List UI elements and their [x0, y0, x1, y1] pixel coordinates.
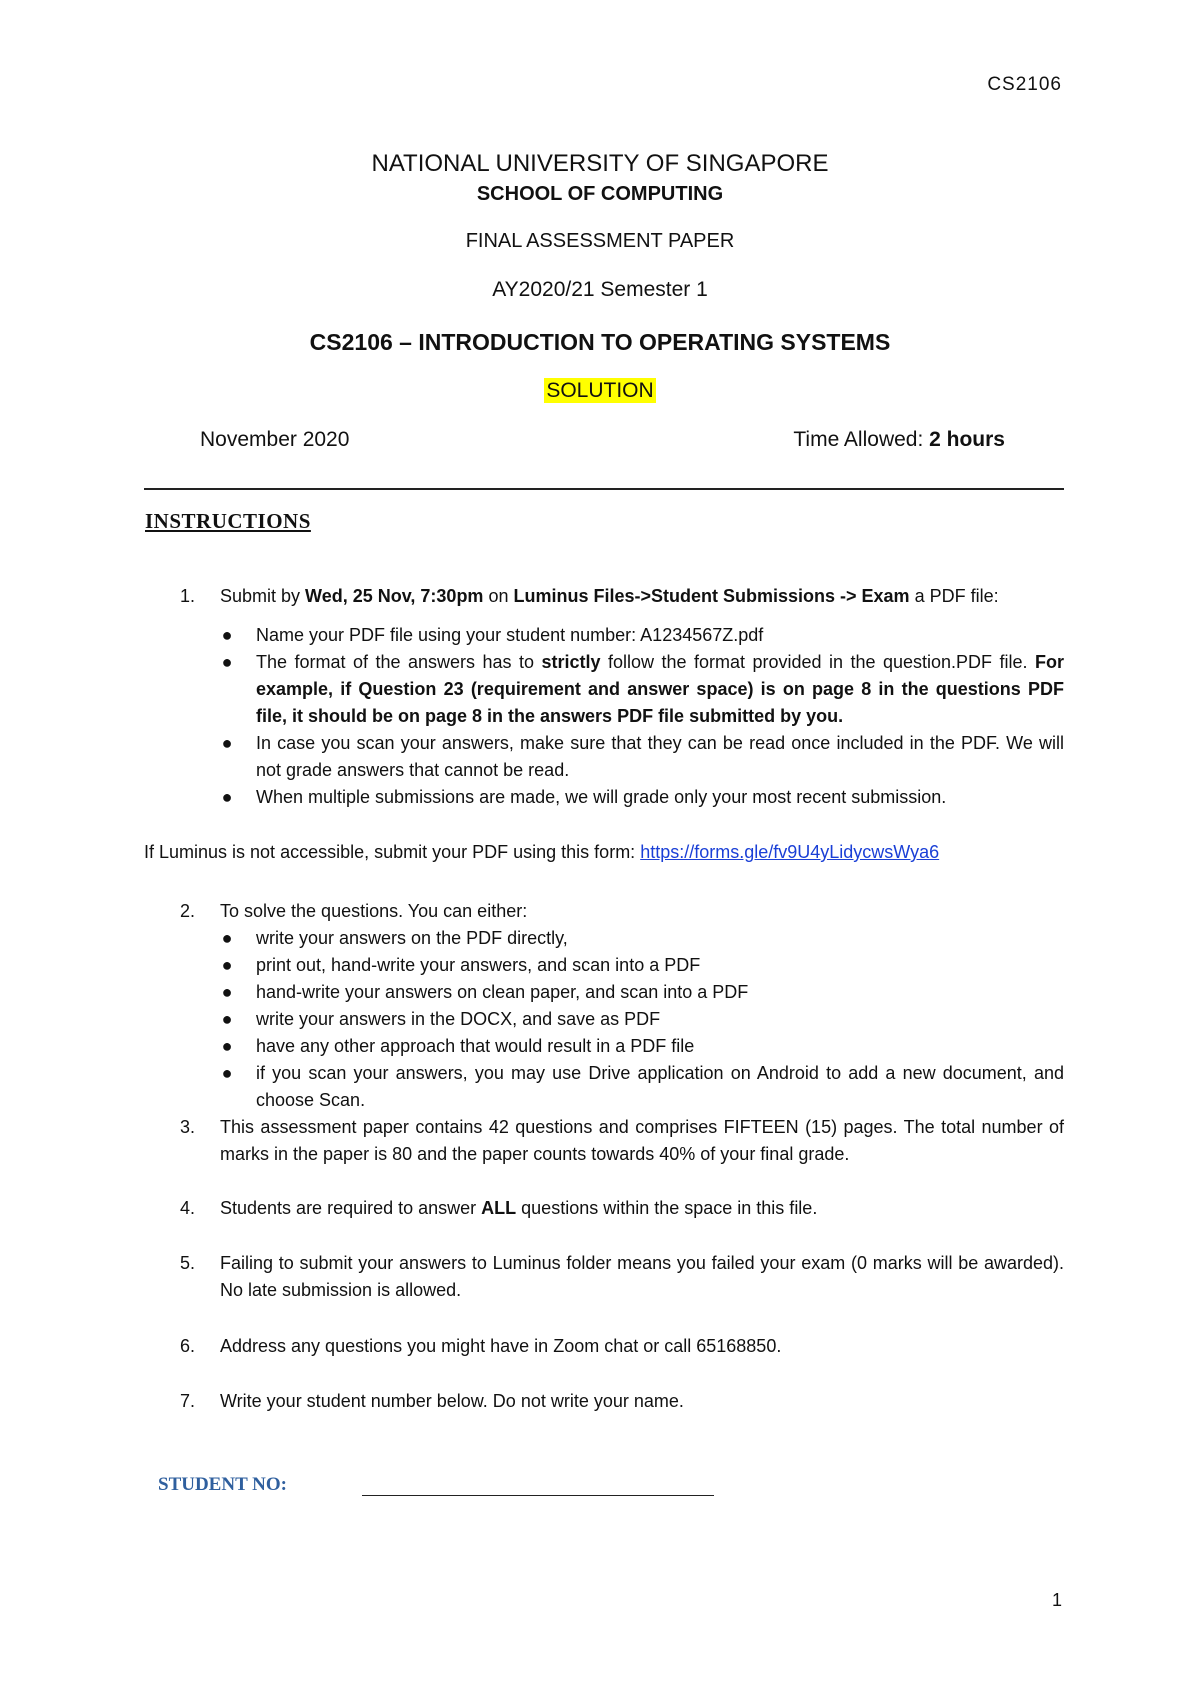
deadline: Wed, 25 Nov, 7:30pm: [305, 586, 484, 606]
time-value: 2 hours: [929, 428, 1005, 451]
bullet-text: In case you scan your answers, make sure that they can be read once included in the PDF. We will not grade answers that cannot be read.: [256, 733, 1064, 780]
bullet-icon: ●: [221, 955, 233, 975]
bullet-icon: ●: [221, 1036, 233, 1056]
header-course-code: CS2106: [987, 74, 1062, 95]
item-number: 4.: [180, 1198, 196, 1218]
submission-path: Luminus Files->Student Submissions -> Exam: [513, 586, 910, 606]
bullet-text: When multiple submissions are made, we will grade only your most recent submission.: [256, 787, 947, 807]
bullet-icon: ●: [221, 1009, 233, 1029]
item-2-bullet-list: [220, 925, 1064, 1114]
bullet-emphasis: strictly: [541, 652, 601, 672]
item-text: Submit by: [220, 586, 306, 606]
list-item: [220, 952, 1064, 979]
list-item: [220, 1033, 1064, 1060]
list-item: [220, 979, 1064, 1006]
form-link[interactable]: https://forms.gle/fv9U4yLidycwsWya6: [640, 842, 940, 862]
item-number: 6.: [180, 1336, 196, 1356]
list-item: [220, 1060, 1064, 1114]
page-number: 1: [1051, 1590, 1062, 1610]
instructions-heading: INSTRUCTIONS: [145, 509, 311, 533]
item-number: 2.: [180, 901, 196, 921]
instruction-item-7: [144, 1388, 1064, 1415]
list-item: [220, 1006, 1064, 1033]
bullet-icon: ●: [221, 928, 233, 948]
solution-label: SOLUTION: [546, 379, 654, 402]
student-number-field[interactable]: [362, 1495, 714, 1496]
university-name: NATIONAL UNIVERSITY OF SINGAPORE: [371, 150, 829, 177]
school-name: SCHOOL OF COMPUTING: [476, 183, 724, 205]
item-text: Students are required to answer: [220, 1198, 482, 1218]
item-text: To solve the questions. You can either:: [220, 901, 528, 921]
item-1-bullet-list: [220, 622, 1064, 811]
item-text: questions within the space in this file.: [516, 1198, 818, 1218]
luminus-fallback-note: [144, 839, 939, 866]
list-item: [220, 730, 1064, 784]
bullet-text: print out, hand-write your answers, and scan into a PDF: [256, 955, 701, 975]
item-text: Write your student number below. Do not write your name.: [220, 1391, 684, 1411]
bullet-text: Name your PDF file using your student number: A1234567Z.pdf: [256, 625, 764, 645]
list-item: [220, 622, 1064, 649]
header-divider: [144, 488, 1064, 490]
time-allowed: [793, 428, 1005, 452]
bullet-icon: ●: [221, 982, 233, 1002]
course-title: CS2106 – INTRODUCTION TO OPERATING SYSTEMS: [309, 329, 891, 355]
instruction-item-1: [144, 583, 1064, 610]
list-item: [220, 925, 1064, 952]
time-label: Time Allowed:: [793, 428, 930, 451]
list-item: [220, 784, 1064, 811]
bullet-text: hand-write your answers on clean paper, and scan into a PDF: [256, 982, 749, 1002]
instruction-item-2: [144, 898, 1064, 925]
bullet-icon: ●: [221, 652, 233, 672]
item-number: 5.: [180, 1253, 196, 1273]
bullet-icon: ●: [221, 733, 233, 753]
note-text: If Luminus is not accessible, submit your PDF using this form:: [144, 842, 641, 862]
item-text: Failing to submit your answers to Luminus folder means you failed your exam (0 marks will be awarded). No late submission is allowed.: [220, 1253, 1064, 1300]
item-number: 1.: [180, 586, 196, 606]
item-text: a PDF file:: [909, 586, 999, 606]
bullet-icon: ●: [221, 625, 233, 645]
instruction-item-5: [144, 1250, 1064, 1304]
bullet-text: The format of the answers has to: [256, 652, 542, 672]
student-number-label: STUDENT NO:: [158, 1474, 287, 1495]
semester: AY2020/21 Semester 1: [492, 278, 708, 301]
exam-date: November 2020: [200, 428, 350, 451]
item-text: on: [483, 586, 514, 606]
instruction-item-4: [144, 1195, 1064, 1222]
list-item: [220, 649, 1064, 730]
bullet-text: follow the format provided in the question.PDF file.: [600, 652, 1035, 672]
bullet-text: have any other approach that would result in a PDF file: [256, 1036, 695, 1056]
item-text: Address any questions you might have in Zoom chat or call 65168850.: [220, 1336, 782, 1356]
bullet-icon: ●: [221, 1063, 233, 1083]
item-number: 7.: [180, 1391, 196, 1411]
item-text: This assessment paper contains 42 questions and comprises FIFTEEN (15) pages. The total number of marks in the paper is 80 and the paper counts towards 40% of your final grade.: [220, 1117, 1064, 1164]
solution-banner: [0, 379, 1200, 403]
instruction-item-3: [144, 1114, 1064, 1168]
bullet-text: write your answers on the PDF directly,: [256, 928, 568, 948]
item-emphasis: ALL: [481, 1198, 517, 1218]
bullet-text: write your answers in the DOCX, and save as PDF: [256, 1009, 661, 1029]
instruction-item-6: [144, 1333, 1064, 1360]
bullet-text: if you scan your answers, you may use Drive application on Android to add a new document, and choose Scan.: [256, 1063, 1064, 1110]
bullet-icon: ●: [221, 787, 233, 807]
paper-type: FINAL ASSESSMENT PAPER: [465, 230, 735, 252]
bullet-emphasis: For example, if Question 23 (requirement and answer space) is on page 8 in the questions PDF file, it should be on page 8 in the answers PDF file submitted by you.: [256, 652, 1064, 726]
item-number: 3.: [180, 1117, 196, 1137]
